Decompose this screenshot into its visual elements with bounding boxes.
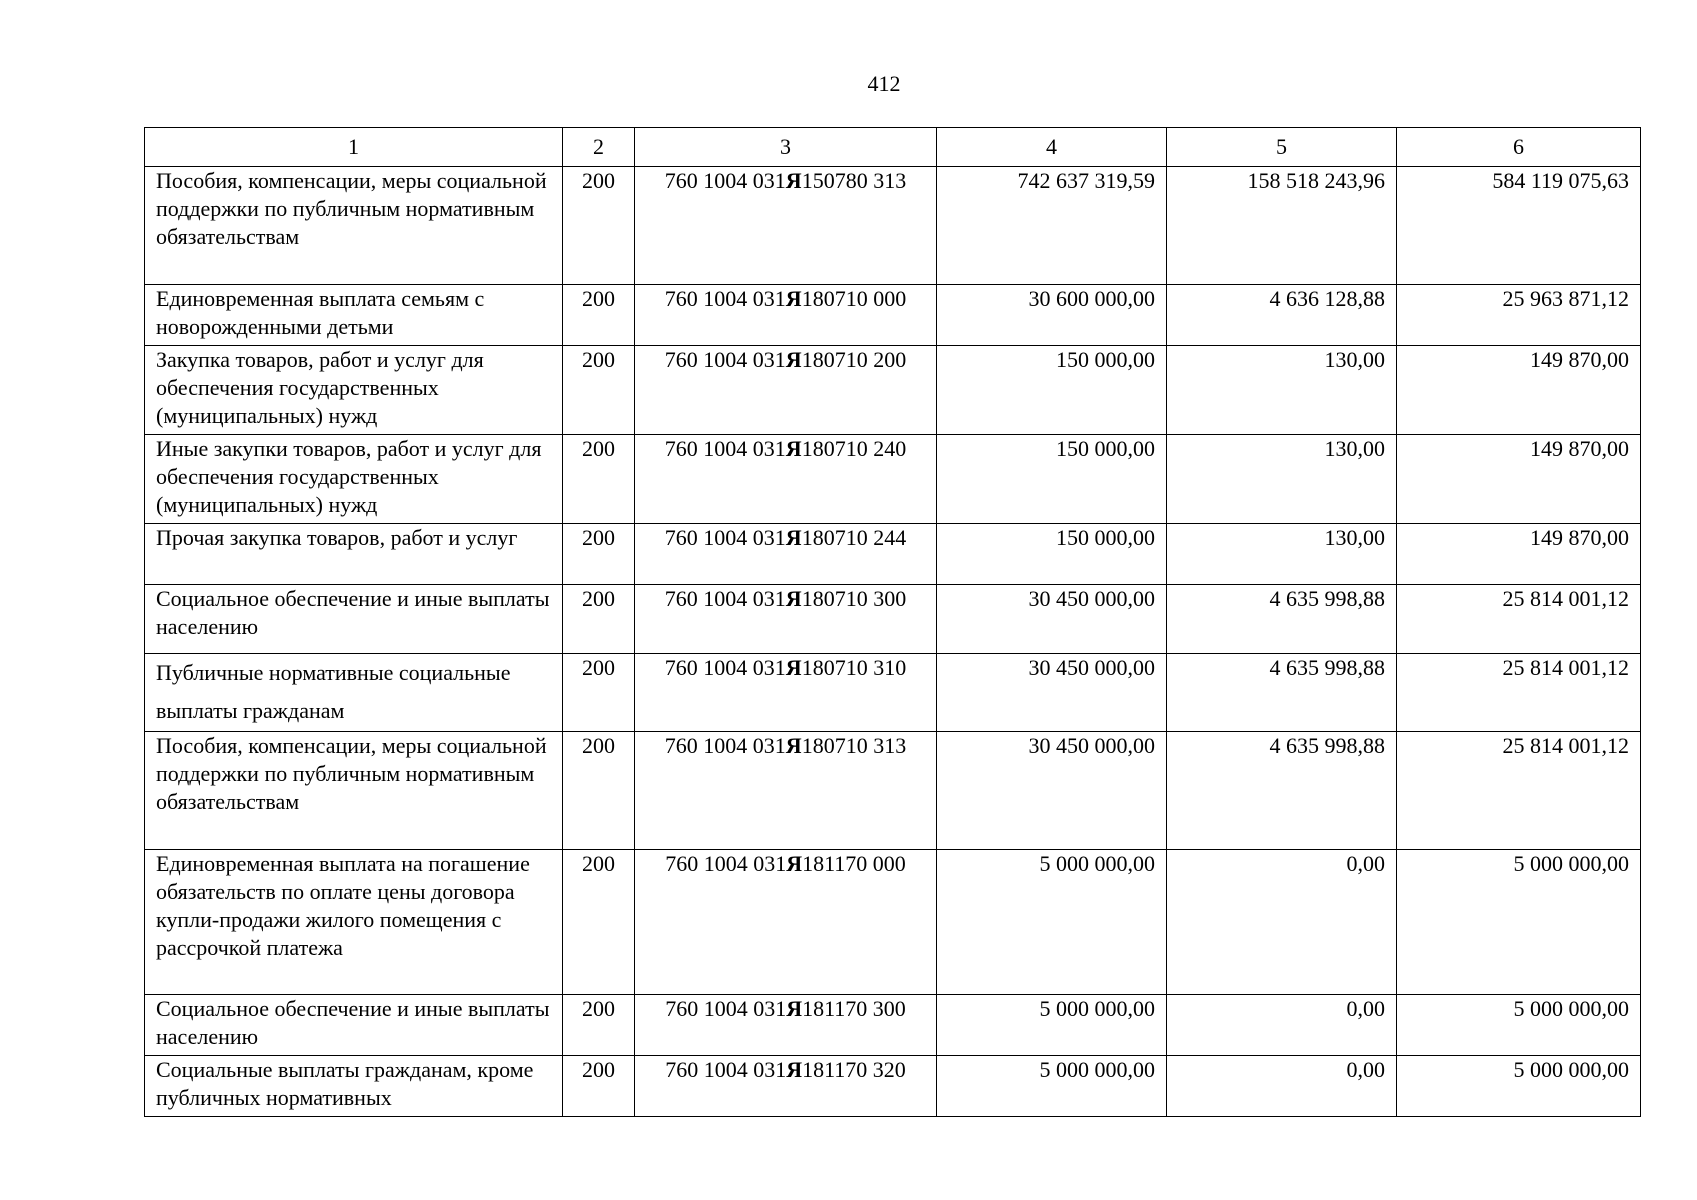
row-approved-cell: 150 000,00 xyxy=(937,346,1167,435)
kbk-letter: Я xyxy=(786,851,803,876)
table-row xyxy=(145,435,1641,524)
row-code-cell: 200 xyxy=(563,654,635,732)
table-row xyxy=(145,524,1641,585)
row-executed-cell: 0,00 xyxy=(1167,1056,1397,1117)
row-code-cell: 200 xyxy=(563,1056,635,1117)
column-header-5: 5 xyxy=(1167,128,1397,167)
kbk-prefix: 760 1004 031 xyxy=(665,1057,787,1082)
row-name-cell: Прочая закупка товаров, работ и услуг xyxy=(145,524,563,585)
kbk-prefix: 760 1004 031 xyxy=(664,586,786,611)
kbk-suffix: 181170 320 xyxy=(802,1057,906,1082)
table-row xyxy=(145,654,1641,732)
row-kbk-cell xyxy=(635,435,937,524)
kbk-letter: Я xyxy=(785,436,802,461)
row-code-cell: 200 xyxy=(563,850,635,995)
row-approved-cell: 150 000,00 xyxy=(937,524,1167,585)
row-name-cell: Пособия, компенсации, меры социальной поддержки по публичным нормативным обязательствам xyxy=(145,732,563,850)
table-body xyxy=(145,167,1641,1117)
kbk-letter: Я xyxy=(786,1057,803,1082)
kbk-letter: Я xyxy=(785,347,802,372)
table-row xyxy=(145,167,1641,285)
kbk-letter: Я xyxy=(786,996,803,1021)
row-name-cell: Социальное обеспечение и иные выплаты населению xyxy=(145,585,563,654)
row-code-cell: 200 xyxy=(563,346,635,435)
kbk-prefix: 760 1004 031 xyxy=(664,436,786,461)
kbk-prefix: 760 1004 031 xyxy=(664,525,786,550)
page-number: 412 xyxy=(867,71,901,96)
row-name-cell: Пособия, компенсации, меры социальной поддержки по публичным нормативным обязательствам xyxy=(145,167,563,285)
row-remaining-cell: 149 870,00 xyxy=(1397,524,1641,585)
row-remaining-cell: 25 814 001,12 xyxy=(1397,585,1641,654)
kbk-letter: Я xyxy=(785,655,802,680)
table-row xyxy=(145,1056,1641,1117)
kbk-suffix: 180710 313 xyxy=(801,733,907,758)
row-remaining-cell: 149 870,00 xyxy=(1397,435,1641,524)
row-approved-cell: 5 000 000,00 xyxy=(937,995,1167,1056)
row-remaining-cell: 25 963 871,12 xyxy=(1397,285,1641,346)
kbk-suffix: 180710 200 xyxy=(801,347,907,372)
table-row xyxy=(145,585,1641,654)
table-row xyxy=(145,732,1641,850)
row-kbk-cell xyxy=(635,585,937,654)
table-row xyxy=(145,995,1641,1056)
kbk-letter: Я xyxy=(785,525,802,550)
column-header-3: 3 xyxy=(635,128,937,167)
table-row xyxy=(145,346,1641,435)
row-kbk-cell xyxy=(635,995,937,1056)
column-header-1: 1 xyxy=(145,128,563,167)
row-remaining-cell: 5 000 000,00 xyxy=(1397,1056,1641,1117)
row-remaining-cell: 25 814 001,12 xyxy=(1397,732,1641,850)
row-kbk-cell xyxy=(635,167,937,285)
row-kbk-cell xyxy=(635,285,937,346)
row-code-cell: 200 xyxy=(563,285,635,346)
table-row xyxy=(145,850,1641,995)
kbk-suffix: 180710 000 xyxy=(801,286,907,311)
row-approved-cell: 150 000,00 xyxy=(937,435,1167,524)
kbk-prefix: 760 1004 031 xyxy=(664,655,786,680)
row-kbk-cell xyxy=(635,732,937,850)
kbk-prefix: 760 1004 031 xyxy=(664,286,786,311)
row-code-cell: 200 xyxy=(563,732,635,850)
column-header-2: 2 xyxy=(563,128,635,167)
row-executed-cell: 130,00 xyxy=(1167,524,1397,585)
row-executed-cell: 130,00 xyxy=(1167,435,1397,524)
row-code-cell: 200 xyxy=(563,585,635,654)
row-approved-cell: 5 000 000,00 xyxy=(937,1056,1167,1117)
row-name-cell: Единовременная выплата на погашение обязательств по оплате цены договора купли-продажи жилого помещения с рассрочкой платежа xyxy=(145,850,563,995)
row-code-cell: 200 xyxy=(563,435,635,524)
budget-table xyxy=(144,127,1641,1117)
row-name-cell: Социальное обеспечение и иные выплаты населению xyxy=(145,995,563,1056)
row-kbk-cell xyxy=(635,1056,937,1117)
row-kbk-cell xyxy=(635,850,937,995)
kbk-prefix: 760 1004 031 xyxy=(664,733,786,758)
kbk-suffix: 180710 244 xyxy=(801,525,907,550)
row-executed-cell: 0,00 xyxy=(1167,995,1397,1056)
row-name-cell: Закупка товаров, работ и услуг для обеспечения государственных (муниципальных) нужд xyxy=(145,346,563,435)
row-approved-cell: 30 450 000,00 xyxy=(937,585,1167,654)
table-header-row xyxy=(145,128,1641,167)
row-approved-cell: 5 000 000,00 xyxy=(937,850,1167,995)
row-executed-cell: 0,00 xyxy=(1167,850,1397,995)
kbk-letter: Я xyxy=(785,286,802,311)
kbk-suffix: 180710 300 xyxy=(801,586,907,611)
kbk-prefix: 760 1004 031 xyxy=(664,347,786,372)
row-name-cell: Единовременная выплата семьям с новорожденными детьми xyxy=(145,285,563,346)
kbk-prefix: 760 1004 031 xyxy=(665,996,787,1021)
kbk-letter: Я xyxy=(785,168,802,193)
kbk-suffix: 180710 310 xyxy=(801,655,907,680)
kbk-letter: Я xyxy=(785,586,802,611)
row-approved-cell: 30 600 000,00 xyxy=(937,285,1167,346)
row-kbk-cell xyxy=(635,654,937,732)
row-code-cell: 200 xyxy=(563,167,635,285)
kbk-suffix: 150780 313 xyxy=(801,168,907,193)
row-approved-cell: 30 450 000,00 xyxy=(937,654,1167,732)
column-header-6: 6 xyxy=(1397,128,1641,167)
row-name-cell: Публичные нормативные социальные выплаты гражданам xyxy=(145,654,563,732)
row-executed-cell: 130,00 xyxy=(1167,346,1397,435)
row-executed-cell: 4 635 998,88 xyxy=(1167,654,1397,732)
row-name-cell: Иные закупки товаров, работ и услуг для обеспечения государственных (муниципальных) нужд xyxy=(145,435,563,524)
row-executed-cell: 4 635 998,88 xyxy=(1167,732,1397,850)
row-kbk-cell xyxy=(635,346,937,435)
kbk-suffix: 181170 300 xyxy=(802,996,906,1021)
row-remaining-cell: 5 000 000,00 xyxy=(1397,995,1641,1056)
column-header-4: 4 xyxy=(937,128,1167,167)
row-approved-cell: 30 450 000,00 xyxy=(937,732,1167,850)
row-remaining-cell: 5 000 000,00 xyxy=(1397,850,1641,995)
row-remaining-cell: 584 119 075,63 xyxy=(1397,167,1641,285)
table-row xyxy=(145,285,1641,346)
row-code-cell: 200 xyxy=(563,524,635,585)
kbk-suffix: 181170 000 xyxy=(802,851,906,876)
kbk-prefix: 760 1004 031 xyxy=(665,851,787,876)
row-name-cell: Социальные выплаты гражданам, кроме публичных нормативных xyxy=(145,1056,563,1117)
row-executed-cell: 158 518 243,96 xyxy=(1167,167,1397,285)
kbk-letter: Я xyxy=(785,733,802,758)
row-remaining-cell: 149 870,00 xyxy=(1397,346,1641,435)
row-executed-cell: 4 635 998,88 xyxy=(1167,585,1397,654)
row-executed-cell: 4 636 128,88 xyxy=(1167,285,1397,346)
kbk-prefix: 760 1004 031 xyxy=(664,168,786,193)
row-approved-cell: 742 637 319,59 xyxy=(937,167,1167,285)
kbk-suffix: 180710 240 xyxy=(801,436,907,461)
row-remaining-cell: 25 814 001,12 xyxy=(1397,654,1641,732)
row-kbk-cell xyxy=(635,524,937,585)
row-code-cell: 200 xyxy=(563,995,635,1056)
